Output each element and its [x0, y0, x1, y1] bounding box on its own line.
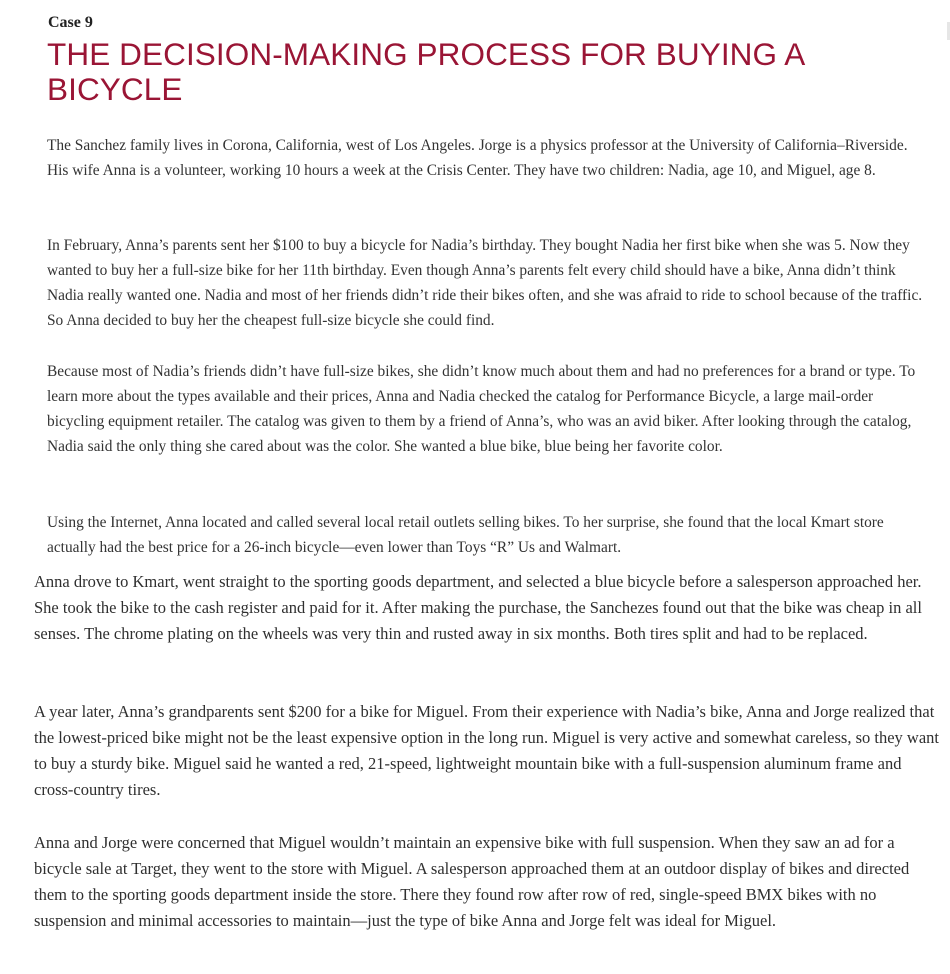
paragraph-kmart-purchase: Anna drove to Kmart, went straight to the sporting goods department, and selected a blue bicycle before a salesperson approached her. She took the bike to the cash register and paid for it. After making the purchase, the Sanchezes found out that the bike was cheap in all senses. The chrome plating on the wheels was very thin and rusted away in six months. Both tires split and had to be replaced. — [34, 572, 922, 643]
paragraph-family-intro: The Sanchez family lives in Corona, California, west of Los Angeles. Jorge is a physics professor at the University of California–Riverside. His wife Anna is a volunteer, working 10 hours a week at the Crisis Center. They have two children: Nadia, age 10, and Miguel, age 8. — [47, 137, 908, 179]
case-title: THE DECISION-MAKING PROCESS FOR BUYING A BICYCLE — [47, 36, 804, 107]
paragraph-miguel-bike: A year later, Anna’s grandparents sent $200 for a bike for Miguel. From their experience with Nadia’s bike, Anna and Jorge realized that the lowest-priced bike might not be the least expensive option in the long run. Miguel is very active and somewhat careless, so they want to buy a sturdy bike. Miguel said he wanted a red, 21-speed, lightweight mountain bike with a full-suspension aluminum frame and cross-country tires. — [34, 702, 939, 799]
case-label: Case 9 — [48, 14, 93, 31]
paragraph-february-gift: In February, Anna’s parents sent her $100 to buy a bicycle for Nadia’s birthday. They bought Nadia her first bike when she was 5. Now they wanted to buy her a full-size bike for her 11th birthday. Even though Anna’s parents felt every child should have a bike, Anna didn’t think Nadia really wanted one. Nadia and most of her friends didn’t ride their bikes often, and she was afraid to ride to school because of the traffic. So Anna decided to buy her the cheapest full-size bicycle she could find. — [47, 237, 923, 329]
paragraph-catalog-research: Because most of Nadia’s friends didn’t have full-size bikes, she didn’t know much about them and had no preferences for a brand or type. To learn more about the types available and their prices, Anna and Nadia checked the catalog for Performance Bicycle, a large mail-order bicycling equipment retailer. The catalog was given to them by a friend of Anna’s, who was an avid biker. After looking through the catalog, Nadia said the only thing she cared about was the color. She wanted a blue bike, blue being her favorite color. — [47, 363, 916, 455]
paragraph-internet-search: Using the Internet, Anna located and called several local retail outlets selling bikes. To her surprise, she found that the local Kmart store actually had the best price for a 26-inch bicycle—even lower than Toys “R” Us and Walmart. — [47, 514, 884, 556]
paragraph-target-sale: Anna and Jorge were concerned that Miguel wouldn’t maintain an expensive bike with full suspension. When they saw an ad for a bicycle sale at Target, they went to the store with Miguel. A salesperson approached them at an outdoor display of bikes and directed them to the sporting goods department inside the store. There they found row after row of red, single-speed BMX bikes with no suspension and minimal accessories to maintain—just the type of bike Anna and Jorge felt was ideal for Miguel. — [34, 833, 910, 930]
